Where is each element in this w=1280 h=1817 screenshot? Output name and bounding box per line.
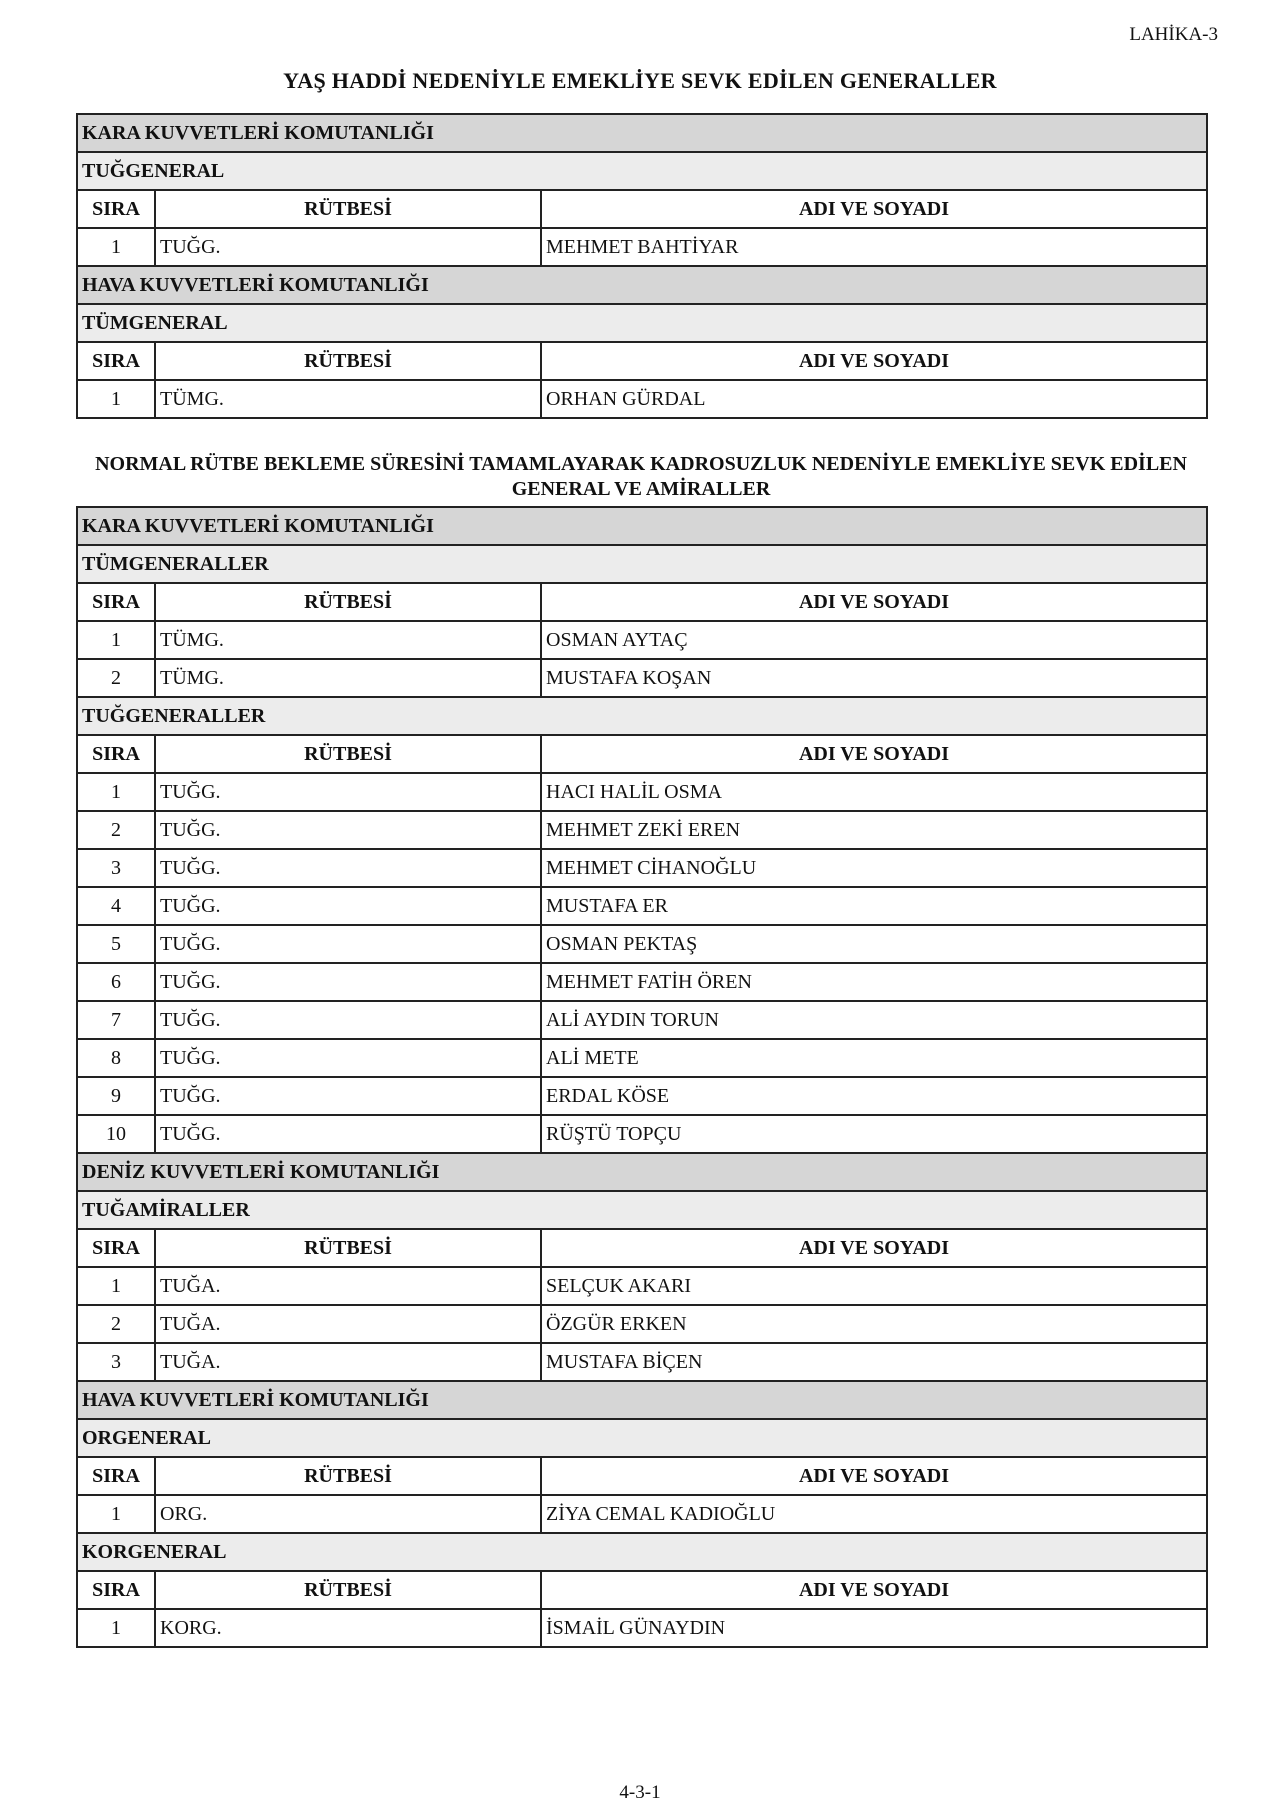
cell-ad: MEHMET ZEKİ EREN — [541, 811, 1207, 849]
cell-rutbe: TUĞG. — [155, 849, 541, 887]
cell-ad: SELÇUK AKARI — [541, 1267, 1207, 1305]
cell-sira: 2 — [77, 811, 155, 849]
table-row — [77, 1305, 1207, 1343]
command-heading: DENİZ KUVVETLERİ KOMUTANLIĞI — [77, 1153, 1207, 1191]
col-header-rutbe: RÜTBESİ — [155, 583, 541, 621]
cell-rutbe: TUĞG. — [155, 1039, 541, 1077]
age-limit-table — [76, 113, 1208, 419]
rank-group-heading: TUĞGENERAL — [77, 152, 1207, 190]
table-row — [77, 1343, 1207, 1381]
cell-sira: 8 — [77, 1039, 155, 1077]
cell-rutbe: TUĞG. — [155, 887, 541, 925]
cell-ad: HACI HALİL OSMA — [541, 773, 1207, 811]
cell-sira: 1 — [77, 773, 155, 811]
rank-group-heading: TÜMGENERALLER — [77, 545, 1207, 583]
col-header-sira: SIRA — [77, 1229, 155, 1267]
table-row — [77, 228, 1207, 266]
col-header-sira: SIRA — [77, 342, 155, 380]
cell-sira: 1 — [77, 228, 155, 266]
cell-rutbe: TÜMG. — [155, 659, 541, 697]
cell-sira: 2 — [77, 1305, 155, 1343]
cell-rutbe: TUĞG. — [155, 228, 541, 266]
col-header-rutbe: RÜTBESİ — [155, 1457, 541, 1495]
col-header-sira: SIRA — [77, 1457, 155, 1495]
table-row — [77, 1001, 1207, 1039]
cell-ad: MUSTAFA KOŞAN — [541, 659, 1207, 697]
cell-rutbe: TUĞG. — [155, 925, 541, 963]
table-row — [77, 1267, 1207, 1305]
column-header-row — [77, 583, 1207, 621]
command-heading: KARA KUVVETLERİ KOMUTANLIĞI — [77, 507, 1207, 545]
rank-group-heading: TUĞGENERALLER — [77, 697, 1207, 735]
table-row — [77, 1077, 1207, 1115]
table-row — [77, 963, 1207, 1001]
cell-rutbe: TÜMG. — [155, 621, 541, 659]
col-header-rutbe: RÜTBESİ — [155, 735, 541, 773]
table-row — [77, 1495, 1207, 1533]
column-header-row — [77, 190, 1207, 228]
cell-sira: 1 — [77, 1609, 155, 1647]
cell-ad: MUSTAFA ER — [541, 887, 1207, 925]
cell-ad: ÖZGÜR ERKEN — [541, 1305, 1207, 1343]
table-row — [77, 773, 1207, 811]
cell-rutbe: TUĞG. — [155, 773, 541, 811]
cell-sira: 4 — [77, 887, 155, 925]
cell-sira: 10 — [77, 1115, 155, 1153]
cell-rutbe: TUĞG. — [155, 963, 541, 1001]
document-title: YAŞ HADDİ NEDENİYLE EMEKLİYE SEVK EDİLEN GENERALLER — [283, 68, 997, 93]
table-row — [77, 659, 1207, 697]
cell-sira: 5 — [77, 925, 155, 963]
col-header-ad: ADI VE SOYADI — [541, 342, 1207, 380]
cell-ad: OSMAN PEKTAŞ — [541, 925, 1207, 963]
col-header-ad: ADI VE SOYADI — [541, 190, 1207, 228]
col-header-rutbe: RÜTBESİ — [155, 342, 541, 380]
col-header-sira: SIRA — [77, 583, 155, 621]
cell-ad: ZİYA CEMAL KADIOĞLU — [541, 1495, 1207, 1533]
annex-label: LAHİKA-3 — [1129, 24, 1218, 45]
table-row — [77, 849, 1207, 887]
cell-rutbe: TUĞG. — [155, 1001, 541, 1039]
cell-sira: 7 — [77, 1001, 155, 1039]
cell-sira: 1 — [77, 621, 155, 659]
cell-ad: RÜŞTÜ TOPÇU — [541, 1115, 1207, 1153]
cell-rutbe: TUĞG. — [155, 1115, 541, 1153]
cell-rutbe: TUĞA. — [155, 1267, 541, 1305]
cell-ad: ALİ METE — [541, 1039, 1207, 1077]
section-subtitle: NORMAL RÜTBE BEKLEME SÜRESİNİ TAMAMLAYARAK KADROSUZLUK NEDENİYLE EMEKLİYE SEVK EDİLEN GENERAL VE AMİRALLER — [95, 453, 1187, 500]
column-header-row — [77, 1457, 1207, 1495]
table-row — [77, 887, 1207, 925]
table-row — [77, 1609, 1207, 1647]
col-header-rutbe: RÜTBESİ — [155, 1571, 541, 1609]
command-heading: HAVA KUVVETLERİ KOMUTANLIĞI — [77, 1381, 1207, 1419]
col-header-sira: SIRA — [77, 1571, 155, 1609]
col-header-sira: SIRA — [77, 190, 155, 228]
column-header-row — [77, 1229, 1207, 1267]
cell-ad: ORHAN GÜRDAL — [541, 380, 1207, 418]
command-heading: HAVA KUVVETLERİ KOMUTANLIĞI — [77, 266, 1207, 304]
col-header-ad: ADI VE SOYADI — [541, 1457, 1207, 1495]
rank-group-heading: ORGENERAL — [77, 1419, 1207, 1457]
cell-ad: MUSTAFA BİÇEN — [541, 1343, 1207, 1381]
col-header-ad: ADI VE SOYADI — [541, 583, 1207, 621]
cell-rutbe: TUĞA. — [155, 1343, 541, 1381]
rank-group-heading: KORGENERAL — [77, 1533, 1207, 1571]
table-row — [77, 811, 1207, 849]
page-number: 4-3-1 — [619, 1782, 661, 1803]
table-row — [77, 925, 1207, 963]
col-header-ad: ADI VE SOYADI — [541, 735, 1207, 773]
table-row — [77, 380, 1207, 418]
cell-sira: 1 — [77, 1495, 155, 1533]
no-position-table — [76, 506, 1208, 1648]
cell-sira: 2 — [77, 659, 155, 697]
cell-sira: 3 — [77, 1343, 155, 1381]
col-header-sira: SIRA — [77, 735, 155, 773]
cell-ad: MEHMET BAHTİYAR — [541, 228, 1207, 266]
cell-sira: 1 — [77, 380, 155, 418]
cell-ad: ALİ AYDIN TORUN — [541, 1001, 1207, 1039]
cell-rutbe: ORG. — [155, 1495, 541, 1533]
col-header-ad: ADI VE SOYADI — [541, 1571, 1207, 1609]
cell-ad: MEHMET CİHANOĞLU — [541, 849, 1207, 887]
cell-sira: 6 — [77, 963, 155, 1001]
cell-rutbe: TUĞG. — [155, 811, 541, 849]
col-header-rutbe: RÜTBESİ — [155, 1229, 541, 1267]
cell-sira: 3 — [77, 849, 155, 887]
cell-sira: 9 — [77, 1077, 155, 1115]
column-header-row — [77, 1571, 1207, 1609]
table-row — [77, 1115, 1207, 1153]
col-header-ad: ADI VE SOYADI — [541, 1229, 1207, 1267]
cell-rutbe: TUĞG. — [155, 1077, 541, 1115]
cell-rutbe: KORG. — [155, 1609, 541, 1647]
cell-rutbe: TUĞA. — [155, 1305, 541, 1343]
cell-sira: 1 — [77, 1267, 155, 1305]
rank-group-heading: TUĞAMİRALLER — [77, 1191, 1207, 1229]
table-row — [77, 621, 1207, 659]
cell-ad: OSMAN AYTAÇ — [541, 621, 1207, 659]
table-row — [77, 1039, 1207, 1077]
col-header-rutbe: RÜTBESİ — [155, 190, 541, 228]
column-header-row — [77, 735, 1207, 773]
column-header-row — [77, 342, 1207, 380]
cell-ad: İSMAİL GÜNAYDIN — [541, 1609, 1207, 1647]
command-heading: KARA KUVVETLERİ KOMUTANLIĞI — [77, 114, 1207, 152]
rank-group-heading: TÜMGENERAL — [77, 304, 1207, 342]
cell-rutbe: TÜMG. — [155, 380, 541, 418]
cell-ad: MEHMET FATİH ÖREN — [541, 963, 1207, 1001]
cell-ad: ERDAL KÖSE — [541, 1077, 1207, 1115]
